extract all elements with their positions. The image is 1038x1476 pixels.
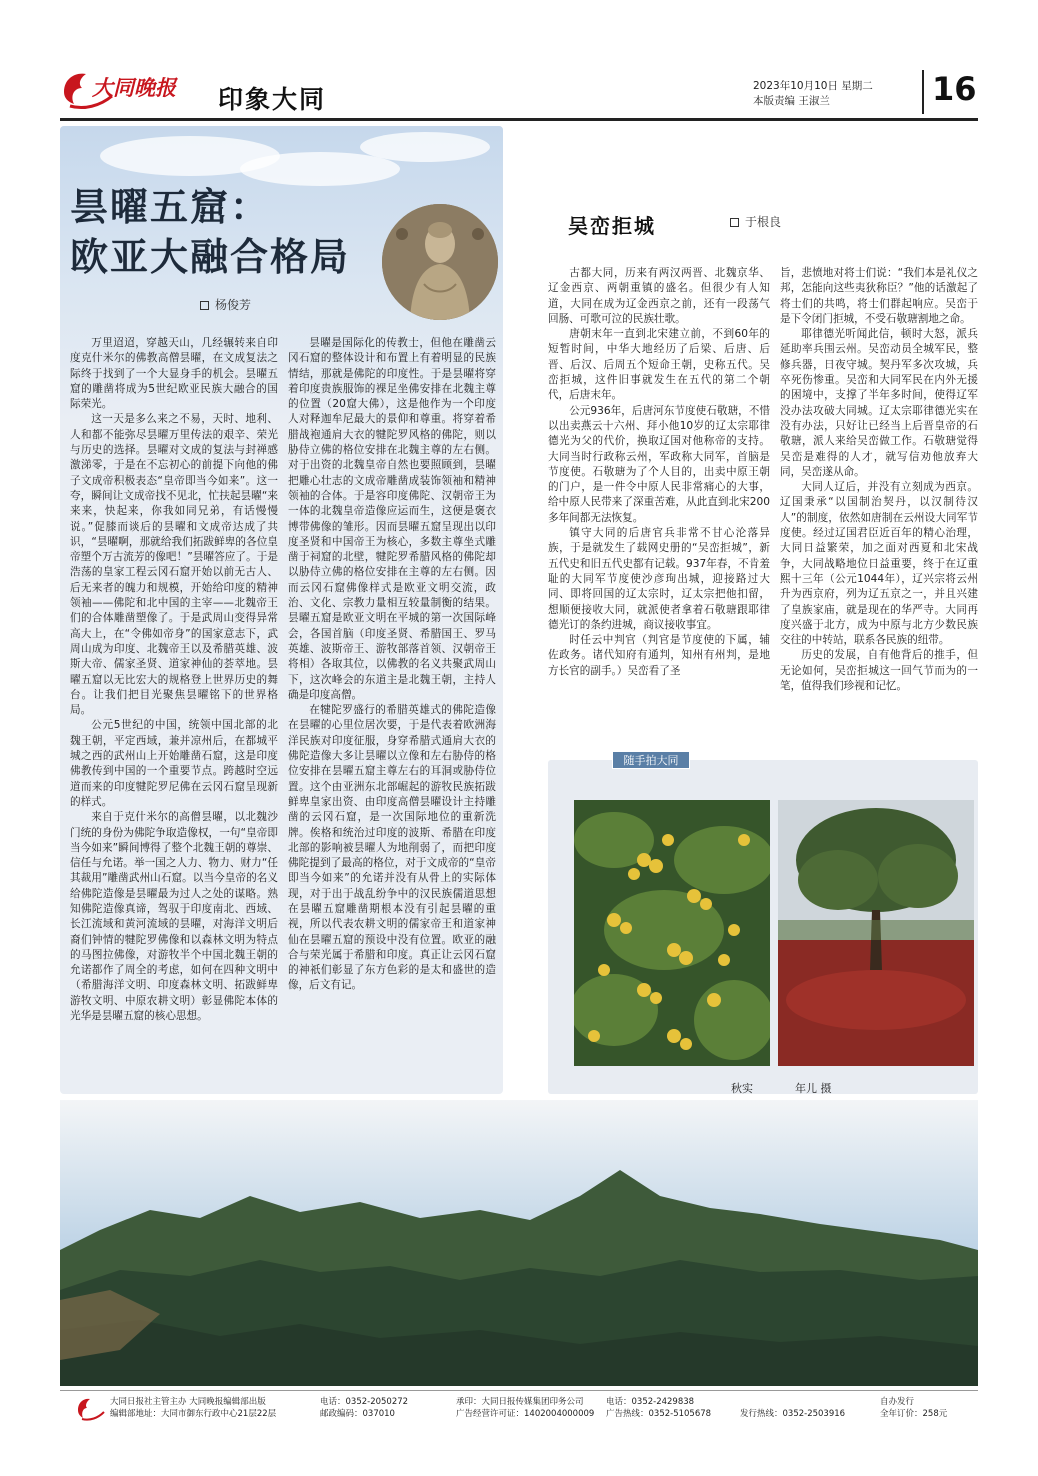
newspaper-brand: 大同晚报 — [92, 75, 176, 100]
paragraph: 历史的发展，自有他背后的推手，但无论如何，吴峦拒城这一回气节而为的一笔，值得我们珍视和记忆。 — [780, 649, 978, 693]
footer-phone: 电话：0352-2050272 — [320, 1397, 409, 1407]
buddha-statue-image — [382, 204, 498, 320]
feature-title-line2: 欧亚大融合格局 — [70, 234, 351, 279]
paragraph: 大同人辽后，并没有立刻成为西京。辽国秉承“以国制治契丹，以汉制待汉人”的制度，依然如唐制在云州设大同军节度使。经过辽国君臣近百年的精心治理，大同日益繁荣，加之面对西夏和北宋战争，大同战略地位日益重要，终于在辽重熙十三年（公元1044年），辽兴宗将云州升为西京府，列为辽五京之一，并且兴建了皇族家庙，就是现在的华严寺。大同再度兴盛于北方，成为中原与北方少数民族交往的中转站，联系各民族的纽带。 — [780, 481, 978, 647]
footer-distribution: 自办发行 — [880, 1397, 915, 1407]
masthead-divider — [922, 70, 924, 114]
footer-price: 全年订价：258元 — [880, 1409, 948, 1419]
feature-column-2 — [288, 336, 496, 1086]
paragraph: 公元936年，后唐河东节度使石敬瑭，不惜以出卖燕云十六州、拜小他10岁的辽太宗耶律德光为父的代价，换取辽国对他称帝的支持。大同当时行政称云州，军政称大同军，首脑是节度使。石敬瑭为了个人目的，出卖中原王朝的门户，是一件令中原人民非常痛心的大事，给中原人民带来了深重苦难，从此直到北宋200多年间都无法恢复。 — [548, 404, 770, 524]
byline-box-icon — [200, 301, 209, 310]
paragraph: 公元5世纪的中国，统领中国北部的北魏王朝，平定西域，兼并凉州后，在都城平城之西的武州山上开始雕凿石窟，这是印度佛教传到中国的一个重要节点。跨越时空远道而来的印度犍陀罗尼佛在云冈石窟呈现新的样式。 — [70, 719, 278, 808]
paragraph: 唐朝末年一直到北宋建立前，不到60年的短暂时间，中华大地经历了后梁、后唐、后晋、后汉、后周五个短命王朝，史称五代。吴峦拒城，这件旧事就发生在五代的第二个朝代，后唐末年。 — [548, 328, 770, 402]
issue-date-editor — [753, 79, 873, 109]
feature-author: 杨俊芳 — [215, 298, 252, 312]
section-title: 印象大同 — [218, 85, 327, 114]
paragraph: 昙曜是国际化的传教士，但他在雕凿云冈石窟的整体设计和布置上有着明显的民族情结，那就是佛陀的印度性。于是昙曜将穿着印度贵族服饰的裸足坐佛安排在北魏主尊的位置（20窟大佛），这是他作为一个印度人对释迦牟尼最大的景仰和尊重。将穿着希腊战袍通肩大衣的犍陀罗风格的佛陀，则以胁侍立佛的格位安排在北魏主尊的左右侧。对于出资的北魏皇帝自然也要照顾到，昙曜把雕心壮志的文成帝雕凿成装饰领袖和精神领袖的合体。于是容印度佛陀、汉朝帝王为一体的北魏皇帝造像应运而生，这便是褒衣博带佛像的雏形。因而昙曜五窟呈现出以印度圣贤和中国帝王为核心，多数主尊坐式雕凿于祠窟的北壁，犍陀罗希腊风格的佛陀却以胁侍立佛的格位安排在主尊的左右侧。因而云冈石窟佛像样式是欧亚文明交流，政治、文化、宗教力量相互较量制衡的结果。昙曜五窟是欧亚文明在平城的第一次国际峰会，各国首脑（印度圣贤、希腊国王、罗马英雄、波斯帝王、游牧部落首领、汉朝帝王将相）各取其位，以佛教的名义共聚武周山下，这次峰会的东道主是北魏王朝，主持人确是印度高僧。 — [288, 337, 496, 701]
paragraph: 时任云中判官（判官是节度使的下属，辅佐政务。诸代知府有通判，知州有州判，是地方长官的副手。）吴峦看了圣 — [548, 634, 770, 677]
feature-column-1 — [70, 336, 278, 1086]
footer-printer: 承印：大同日报传媒集团印务公司 — [456, 1397, 584, 1407]
paragraph: 古都大同，历来有两汉两晋、北魏京华、辽金西京、两朝重镇的盛名。但很少有人知道，大同在成为辽金西京之前，还有一段荡气回肠、可歌可泣的民族壮歌。 — [548, 267, 770, 325]
footer-address: 编辑部地址：大同市御东行政中心21层22层 — [110, 1409, 277, 1419]
paragraph: 在犍陀罗盛行的希腊英雄式的佛陀造像在昙曜的心里位居次要，于是代表着欧洲海洋民族对印度征服，身穿希腊式通肩大衣的佛陀造像大多让昙曜以立像和左右胁侍的格位安排在昙曜五窟主尊左右的耳洞或胁侍位置。这个由亚洲东北部崛起的游牧民族拓跋鲜卑皇家出资、由印度高僧昙曜设计主持雕凿的云冈石窟，是一次国际地位的重新洗牌。俟格和统治过印度的波斯、希腊在印度北部的影响被昙曜人为地削弱了，而把印度佛陀提到了最高的格位，对于文成帝的“皇帝即当今如来”的允诺并没有从骨上的实际体现，对于出于战乱纷争中的汉民族儒道思想在昙曜五窟雕凿期根本没有引起昙曜的重视，所以代表农耕文明的儒家帝王和道家神仙在昙曜五窟的预设中没有位置。欧亚的融合与荣光属于希腊和印度。真正让云冈石窟的神祇们彰显了东方色彩的是太和盛世的造像，后文有记。 — [288, 704, 496, 992]
footer-publisher: 大同日报社主管主办 大同晚报编辑部出版 — [110, 1397, 266, 1407]
paragraph: 镇守大同的后唐官兵非常不甘心沦落异族，于是就发生了载网史册的“吴峦拒城”，新五代史和旧五代史都有记载。937年春，不肯羞耻的大同军节度使沙彦珣出城，迎接路过大同、即将回国的辽太宗时，辽太宗把他扣留，想顺便接收大同，就派使者拿着石敬瑭跟耶律德光订的条约进城，商议接收事宜。 — [548, 527, 770, 631]
autumn-fruit-photo — [574, 800, 770, 1066]
autumn-tree-photo — [778, 800, 974, 1066]
footer-printer-phone: 电话：0352-2429838 — [606, 1397, 695, 1407]
article2-column-1 — [548, 266, 770, 722]
page-editor: 本版责编 王淑兰 — [753, 95, 830, 107]
photo-caption-right: 年儿 摄 — [795, 1082, 832, 1095]
paragraph: 来自于克什米尔的高僧昙曜，以北魏沙门统的身份为佛陀争取造像权，一句“皇帝即当今如来”瞬间博得了整个北魏王朝的尊崇、信任与允诺。举一国之人力、物力、财力“任其裁用”雕凿武州山石窟。以当今皇帝的名义给佛陀造像是昙曜最为过人之处的谋略。熟知佛陀造像真谛，驾驭于印度南北、西域、长江流域和黄河流域的昙曜，对海洋文明后裔们钟情的犍陀罗佛像和以森林文明为特点的马图拉佛像，对游牧半个中国北魏王朝的允诺都作了周全的考虑，如何在四种文明中（希腊海洋文明、印度森林文明、拓跋鲜卑游牧文明、中原农耕文明）彰显佛陀本体的光华是昙曜五窟的核心思想。 — [70, 811, 278, 1023]
footer-postcode: 邮政编码：037010 — [320, 1409, 395, 1419]
feature-title-line1: 昙曜五窟： — [70, 184, 271, 229]
feature-article — [60, 126, 503, 1094]
page-number: 16 — [932, 70, 977, 108]
masthead-rule — [60, 118, 978, 121]
footer-ad-license: 广告经营许可证：1402004000009 — [456, 1409, 595, 1419]
paragraph: 万里迢迢，穿越天山，几经辗转来自印度克什米尔的佛教高僧昙曜，在文成复法之际终于找到了一个大显身手的机会。昙曜五窟的雕凿将成为5世纪欧亚民族大融合的国际荣光。 — [70, 337, 278, 411]
paragraph: 耶律德光听闻此信，顿时大怒，派兵延助率兵围云州。吴峦动员全城军民，整修兵器，日夜守城。契丹军多次攻城，兵卒死伤惨重。吴峦和大同军民在内外无援的困境中，支撑了半年多时间，使得辽军没办法攻破大同城。辽太宗耶律德光实在没有办法，只好让已经当上后晋皇帝的石敬瑭，派人来给吴峦做工作。石敬瑭觉得吴峦是难得的人才，就写信劝他放弃大同，吴峦遂从命。 — [780, 328, 978, 478]
article2-author: 于根良 — [745, 215, 782, 229]
article2-title: 吴峦拒城 — [568, 214, 656, 238]
article2-column-2 — [780, 266, 978, 722]
paragraph: 旨，悲愤地对将士们说：“我们本是礼仪之邦，怎能向这些夷狄称臣？”他的话激起了将士们的共鸣，将士们群起响应。吴峦于是下令闭门拒城，不受石敬瑭割地之命。 — [780, 267, 978, 325]
photo-section-tag: 随手拍大同 — [612, 751, 690, 769]
article2-byline — [730, 213, 781, 230]
footer-delivery-hotline: 发行热线：0352-2503916 — [740, 1409, 846, 1419]
footer-logo — [76, 1396, 108, 1422]
feature-byline — [200, 296, 251, 313]
paragraph: 这一天是多么来之不易，天时、地利、人和都不能弥尽昙曜万里传法的艰辛、荣光与历史的选择。昙曜对文成的复法与封禅感激涕零，于是在不忘初心的前提下向他的佛子文成帝积极表态“皇帝即当今如来”。这一夸，瞬间让文成帝找不见北，忙扶起昙曜“来来来，快起来，你我如同兄弟，有话慢慢说。”促膝而谈后的昙曜和文成帝达成了共识，“昙曜啊，那就给我们拓跋鲜卑的各位皇帝塑个万古流芳的像吧！”昙曜答应了。于是浩荡的皇家工程云冈石窟开始以前无古人、后无来者的魄力和规模，开始给印度的精神领袖——佛陀和北中国的主宰——北魏帝王们的合体雕凿塑像了。于是武周山变得异常高大上，在“令佛如帝身”的国家意志下，武周山成为印度、北魏帝王以及希腊英雄、波斯大帝、儒家圣贤、道家神仙的荟萃地。昙曜五窟以无比宏大的规格登上世界历史的舞台。让我们把目光聚焦昙曜铭下的世界格局。 — [70, 413, 278, 717]
mountain-landscape-photo — [60, 1100, 978, 1386]
issue-date: 2023年10月10日 星期二 — [753, 80, 873, 92]
footer-ad-hotline: 广告热线：0352-5105678 — [606, 1409, 712, 1419]
footer-rule — [60, 1390, 978, 1391]
byline-box-icon — [730, 218, 739, 227]
photo-caption-left: 秋实 — [731, 1082, 753, 1095]
